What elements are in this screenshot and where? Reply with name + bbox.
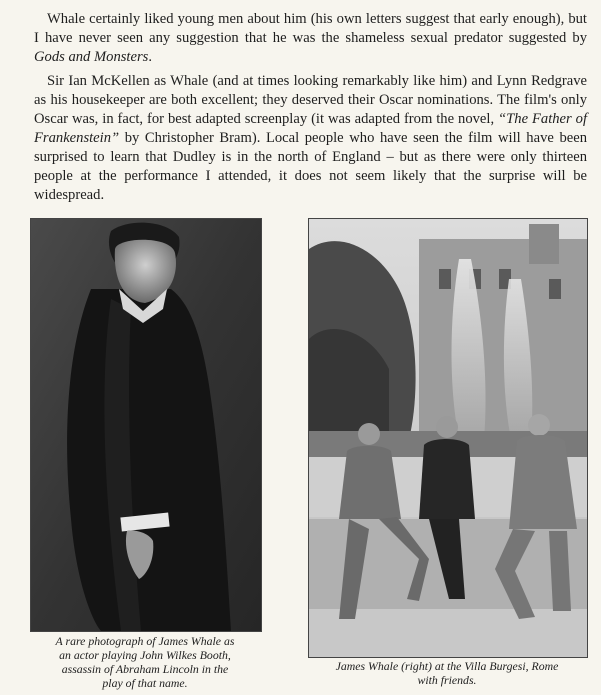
paragraph-2 (34, 72, 587, 205)
novel-title: “The Father of Frankenstein” (34, 111, 588, 146)
caption-right (305, 659, 589, 687)
paragraph-1 (34, 10, 587, 67)
caption-left-line-4: play of that name. (102, 676, 188, 690)
caption-right-line-2: with friends. (417, 673, 477, 687)
caption-left-line-2: an actor playing John Wilkes Booth, (59, 648, 231, 662)
caption-left (30, 634, 260, 690)
paragraph-2-text-a: Sir Ian McKellen as Whale (and at times looking remarkably like him) and Lynn Redgrave as his housekeeper are both excellent; they deserved their Oscar nominations. The film's only Oscar was, in fact, for best adapted screenplay (it was adapted from the novel, (34, 73, 587, 127)
photo-villa-fountain (308, 218, 588, 658)
caption-right-line-1: James Whale (right) at the Villa Burgesi, Rome (335, 659, 559, 673)
photo-villa-illustration (309, 219, 587, 657)
caption-left-line-3: assassin of Abraham Lincoln in the (61, 662, 229, 676)
paragraph-2-text-b: by Christopher Bram). Local people who have seen the film will have been surprised to learn that Dudley is in the north of England – but as there were only thirteen people at the performance I attended, it does not seem likely that the surprise will be widespread. (34, 130, 587, 203)
photo-booth-illustration (31, 219, 261, 631)
photo-james-whale-as-booth (30, 218, 262, 632)
paragraph-1-text-a: Whale certainly liked young men about him (his own letters suggest that early enough), but I have never seen any suggestion that he was the shameless sexual predator suggested by (34, 11, 587, 46)
paragraph-1-text-b: . (148, 49, 152, 65)
film-title: Gods and Monsters (34, 49, 149, 65)
caption-left-line-1: A rare photograph of James Whale as (55, 634, 235, 648)
article-body (34, 10, 587, 210)
